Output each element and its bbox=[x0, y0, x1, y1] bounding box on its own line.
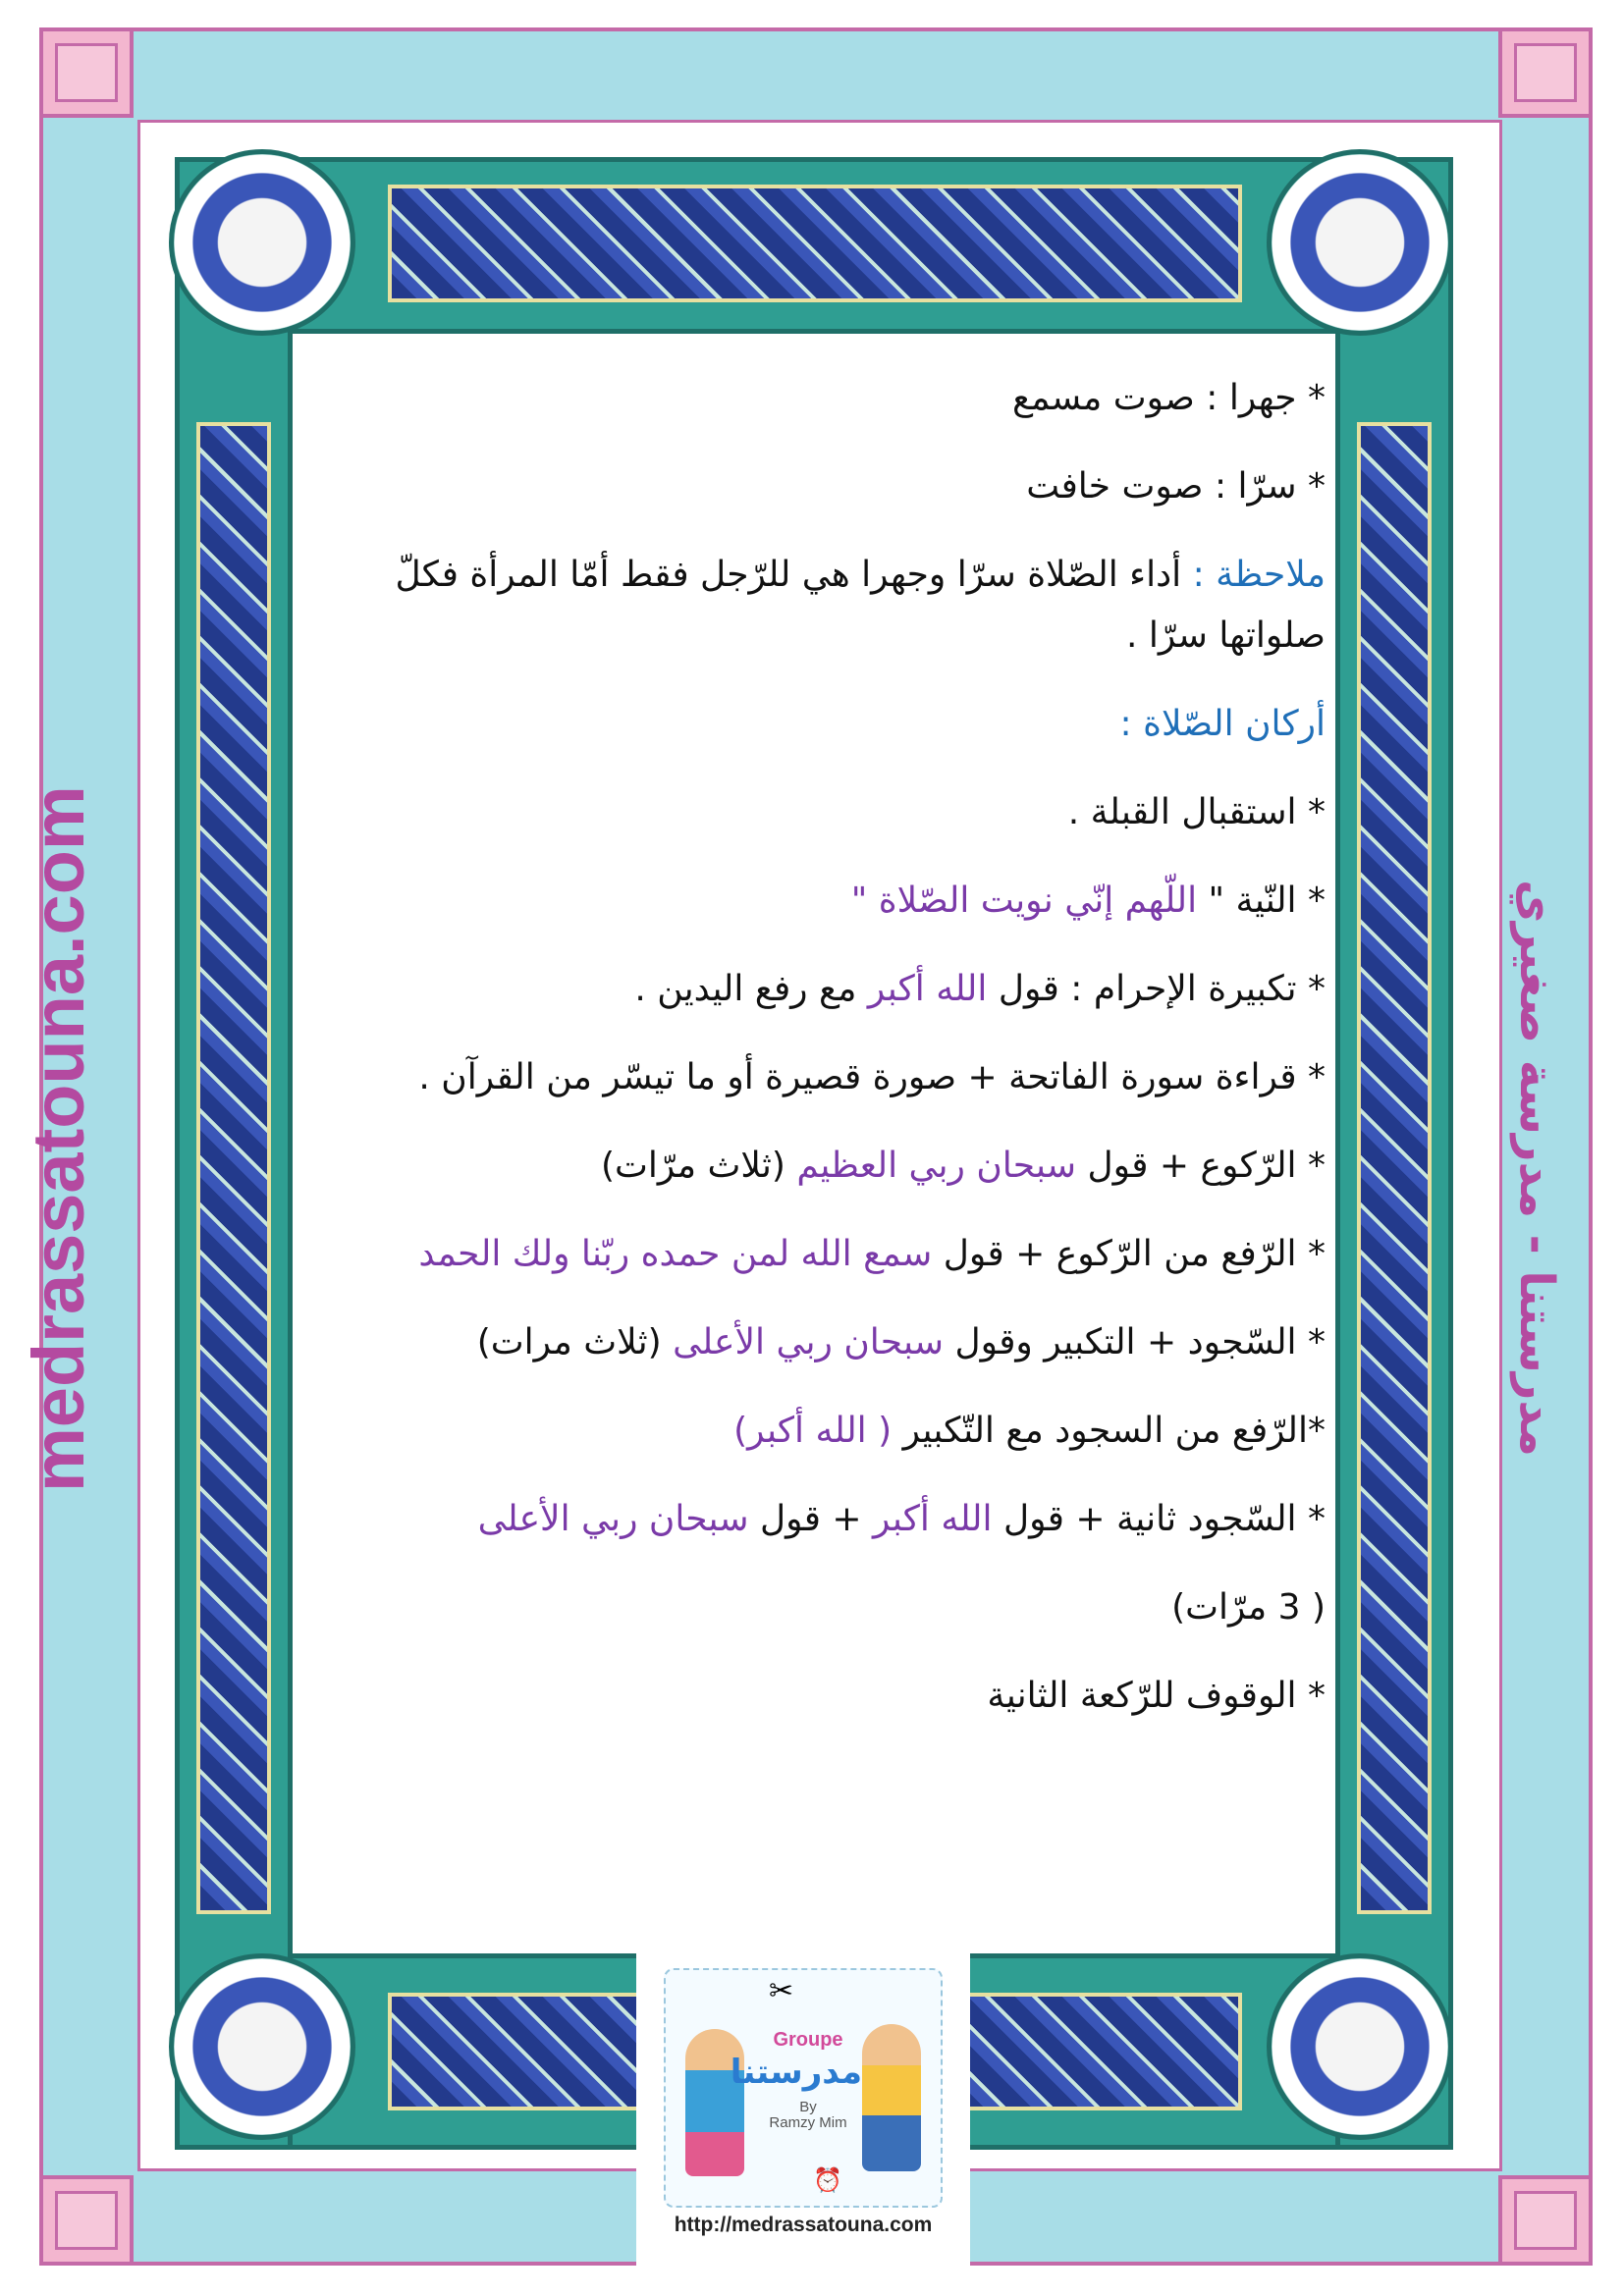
arabesque-pattern bbox=[1357, 422, 1432, 1914]
clock-icon: ⏰ bbox=[813, 2166, 842, 2194]
text-line bbox=[353, 545, 1326, 667]
text-segment: *الرّفع من السجود مع التّكبير bbox=[892, 1411, 1326, 1451]
text-segment: * استقبال القبلة . bbox=[1067, 792, 1326, 832]
text-segment: سبحان ربي العظيم bbox=[796, 1146, 1077, 1186]
logo-by: By bbox=[799, 2099, 817, 2115]
arabesque-pattern bbox=[196, 422, 271, 1914]
text-segment: * السّجود ثانية + قول bbox=[992, 1499, 1326, 1539]
text-segment: سمع الله لمن حمده ربّنا ولك الحمد bbox=[418, 1234, 933, 1274]
text-line bbox=[353, 1577, 1326, 1638]
corner-rosette bbox=[1267, 1953, 1453, 2140]
text-line bbox=[353, 456, 1326, 517]
frame-corner-inner bbox=[1514, 43, 1577, 102]
text-segment: ( الله أكبر) bbox=[733, 1411, 893, 1451]
text-segment: * تكبيرة الإحرام : قول bbox=[987, 969, 1326, 1009]
corner-rosette bbox=[169, 149, 355, 336]
side-watermark-left: medrassatouna.com bbox=[18, 785, 99, 1492]
text-segment: اللّهم إنّي نويت الصّلاة " bbox=[850, 881, 1198, 921]
text-line bbox=[353, 1136, 1326, 1197]
logo-by-text bbox=[764, 2100, 852, 2131]
text-line bbox=[353, 1401, 1326, 1462]
side-watermark-right: مدرستنا - مدرسة صغيري bbox=[1509, 880, 1564, 1457]
corner-rosette bbox=[169, 1953, 355, 2140]
text-segment: (ثلاث مرّات) bbox=[600, 1146, 797, 1186]
text-segment: + قول bbox=[748, 1499, 874, 1539]
text-line bbox=[353, 368, 1326, 429]
text-segment: * السّجود + التكبير وقول bbox=[944, 1322, 1326, 1362]
lesson-content bbox=[353, 368, 1326, 1727]
arabesque-pattern bbox=[388, 185, 1242, 302]
scissors-icon: ✂ bbox=[769, 1974, 794, 2008]
text-segment: * جهرا : صوت مسمع bbox=[1011, 378, 1326, 418]
text-line bbox=[353, 959, 1326, 1020]
logo-arabic-name: مدرستنا bbox=[730, 2053, 862, 2092]
text-line bbox=[353, 1224, 1326, 1285]
text-segment: أداء الصّلاة سرّا وجهرا هي للرّجل فقط أمّا المرأة فكلّ صلواتها سرّا . bbox=[395, 555, 1326, 656]
text-line bbox=[353, 1047, 1326, 1108]
text-segment: (ثلاث مرات) bbox=[476, 1322, 674, 1362]
text-segment: الله أكبر bbox=[867, 969, 988, 1009]
logo-groupe-text: Groupe bbox=[773, 2029, 843, 2051]
text-line bbox=[353, 1666, 1326, 1727]
text-line bbox=[353, 1489, 1326, 1550]
text-line bbox=[353, 871, 1326, 932]
frame-corner-inner bbox=[55, 2191, 118, 2250]
text-segment: أركان الصّلاة : bbox=[1119, 704, 1326, 744]
text-segment: سبحان ربي الأعلى bbox=[673, 1322, 944, 1362]
logo-url: http://medrassatouna.com bbox=[674, 2214, 933, 2236]
corner-rosette bbox=[1267, 149, 1453, 336]
frame-corner-inner bbox=[55, 43, 118, 102]
text-line bbox=[353, 1312, 1326, 1373]
boy-illustration bbox=[862, 2024, 921, 2171]
text-segment: * قراءة سورة الفاتحة + صورة قصيرة أو ما تيسّر من القرآن . bbox=[418, 1057, 1326, 1097]
text-line bbox=[353, 782, 1326, 843]
logo-author: Ramzy Mim bbox=[769, 2114, 847, 2131]
text-segment: * النّية " bbox=[1197, 881, 1326, 921]
girl-illustration bbox=[685, 2029, 744, 2176]
logo-card bbox=[664, 1968, 943, 2208]
text-segment: مع رفع اليدين . bbox=[634, 969, 868, 1009]
text-segment: * سرّا : صوت خافت bbox=[1026, 466, 1326, 507]
text-segment: * الوقوف للرّكعة الثانية bbox=[987, 1676, 1326, 1716]
text-segment: ملاحظة : bbox=[1181, 555, 1326, 595]
text-segment: ( 3 مرّات) bbox=[1171, 1587, 1326, 1628]
frame-corner-inner bbox=[1514, 2191, 1577, 2250]
text-segment: الله أكبر bbox=[873, 1499, 993, 1539]
school-logo bbox=[636, 1949, 970, 2272]
text-segment: * الرّكوع + قول bbox=[1076, 1146, 1326, 1186]
text-segment: * الرّفع من الرّكوع + قول bbox=[932, 1234, 1326, 1274]
text-line bbox=[353, 694, 1326, 755]
text-segment: سبحان ربي الأعلى bbox=[477, 1499, 749, 1539]
